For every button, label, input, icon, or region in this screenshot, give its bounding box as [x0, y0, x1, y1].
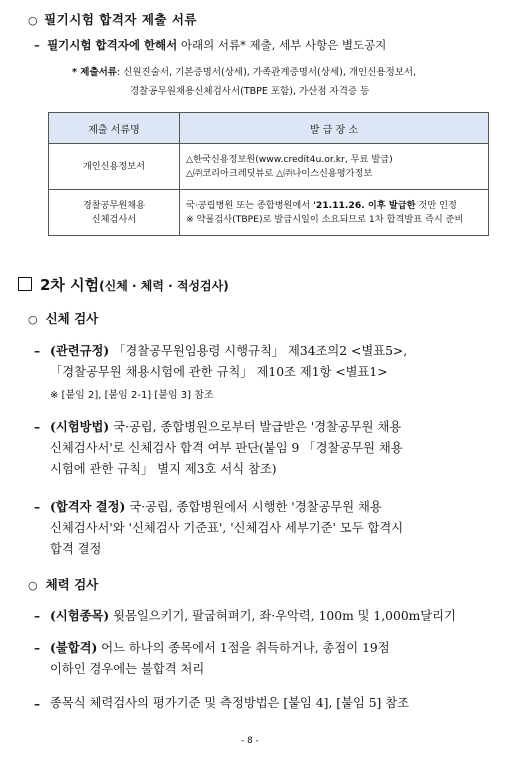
item-line: 신체검사서'로 신체검사 합격 여부 판단(붙임 9 「경찰공무원 채용 [50, 441, 403, 455]
item-body [50, 605, 456, 627]
documents-intro-line [34, 37, 386, 53]
item-label: (관련규정) [50, 343, 110, 358]
item-label: (시험종목) [50, 608, 110, 623]
intro-rest: 아래의 서류* 제출, 세부 사항은 별도공지 [177, 38, 387, 52]
issue-date-emphasis: '21.11.26. 이후 발급한 [313, 199, 416, 211]
item-line: 종목식 체력검사의 평가기준 및 측정방법은 [붙임 4], [붙임 5] 참조 [50, 696, 410, 710]
documents-note-line2 [130, 83, 369, 97]
item-label: (시험방법) [50, 419, 110, 434]
document-name-line: 경찰공무원채용 [82, 199, 146, 211]
note-label: * 제출서류 [72, 67, 117, 78]
item-line: 이하인 경우에는 불합격 처리 [50, 662, 205, 676]
section2-subtitle: (신체 · 체력 · 적성검사) [99, 279, 229, 293]
item-line: 신체검사서'와 '신체검사 기준표', '신체검사 세부기준' 모두 합격시 [50, 521, 404, 535]
document-name-cell: 개인신용정보서 [49, 144, 180, 190]
document-name-cell [49, 190, 180, 236]
reference-note: ※ [붙임 2], [붙임 2-1] [붙임 3] 참조 [50, 390, 214, 401]
item-label: (불합격) [50, 640, 98, 655]
note-text-1: : 신원진술서, 기본증명서(상세), 가족관계증명서(상세), 개인신용정보서, [116, 67, 417, 78]
item-line: 「경찰공무원 채용시험에 관한 규칙」 제10조 제1항 <별표1> [50, 365, 388, 379]
item-text: 국·공립, 종합병원으로부터 발급받은 '경찰공무원 채용 [109, 420, 402, 434]
issue-place-line: ※ 약물검사(TBPE)로 발급시일이 소요되므로 1차 합격발표 즉시 준비 [186, 213, 464, 225]
page-number: - 8 - [241, 736, 259, 746]
section-heading-documents [28, 10, 197, 28]
item-line [50, 416, 403, 438]
dash-bullet: – [34, 343, 41, 358]
item-body [50, 693, 409, 714]
item-text: 어느 하나의 종목에서 1점을 취득하거나, 총점이 19점 [97, 641, 390, 655]
item-line: 합격 결정 [50, 542, 102, 556]
item-line [50, 496, 403, 518]
fitness-exam-heading [28, 575, 98, 593]
circle-bullet-icon: ○ [28, 14, 39, 27]
table-header-row [49, 113, 489, 144]
item-text: 「경찰공무원임용령 시행규칙」 제34조의2 <별표5>, [109, 344, 408, 358]
issue-place-line: △㈜코리아크레딧뷰로 △㈜나이스신용평가정보 [186, 167, 373, 179]
fitness-exam-title: 체력 검사 [45, 577, 99, 592]
item-body [50, 416, 403, 480]
note-text-2: 경찰공무원채용신체검사서(TBPE 포함), 가산점 자격증 등 [130, 86, 370, 97]
document-name-line: 신체검사서 [91, 213, 137, 225]
dash-bullet: – [34, 499, 41, 514]
item-line [50, 637, 390, 659]
square-bullet-icon [18, 277, 32, 291]
issue-place-cell [180, 190, 489, 236]
dash-bullet: – [34, 640, 41, 655]
issue-place-line: △한국신용정보원(www.credit4u.or.kr, 무료 발급) [186, 153, 393, 165]
section2-title: 2차 시험 [40, 276, 100, 294]
item-body [50, 637, 390, 680]
issue-place-text: 국·공립병원 또는 종합병원에서 [186, 199, 314, 211]
item-line [50, 340, 407, 362]
item-label: (합격자 결정) [50, 499, 126, 514]
item-body [50, 340, 407, 406]
section-title: 필기시험 합격자 제출 서류 [44, 12, 197, 27]
item-text: 윗몸일으키기, 팔굽혀펴기, 좌·우악력, 100m 및 1,000m달리기 [109, 609, 456, 623]
section2-heading [18, 274, 229, 295]
issue-place-cell [180, 144, 489, 190]
documents-note-line1 [72, 64, 416, 78]
item-line: 시험에 관한 규칙」 별지 제3호 서식 참조) [50, 462, 277, 476]
issue-place-line [186, 199, 482, 213]
dash-bullet: – [34, 696, 41, 711]
documents-table [48, 112, 489, 236]
dash-bullet: – [34, 608, 41, 623]
item-text: 국·공립, 종합병원에서 시행한 '경찰공무원 채용 [125, 500, 382, 514]
table-row [49, 144, 489, 190]
dash-bullet: – [34, 419, 41, 434]
column-header-place: 발 급 장 소 [180, 113, 489, 144]
circle-bullet-icon: ○ [28, 313, 38, 326]
issue-place-text: 것만 인정 [415, 199, 457, 211]
dash-bullet: – [34, 38, 40, 52]
physical-exam-title: 신체 검사 [45, 311, 99, 326]
item-body [50, 496, 403, 560]
intro-bold: 필기시험 합격자에 한해서 [47, 38, 178, 52]
item-line [50, 605, 456, 627]
table-row [49, 190, 489, 236]
physical-exam-heading [28, 309, 98, 327]
circle-bullet-icon: ○ [28, 579, 38, 592]
column-header-document: 제출 서류명 [49, 113, 180, 144]
